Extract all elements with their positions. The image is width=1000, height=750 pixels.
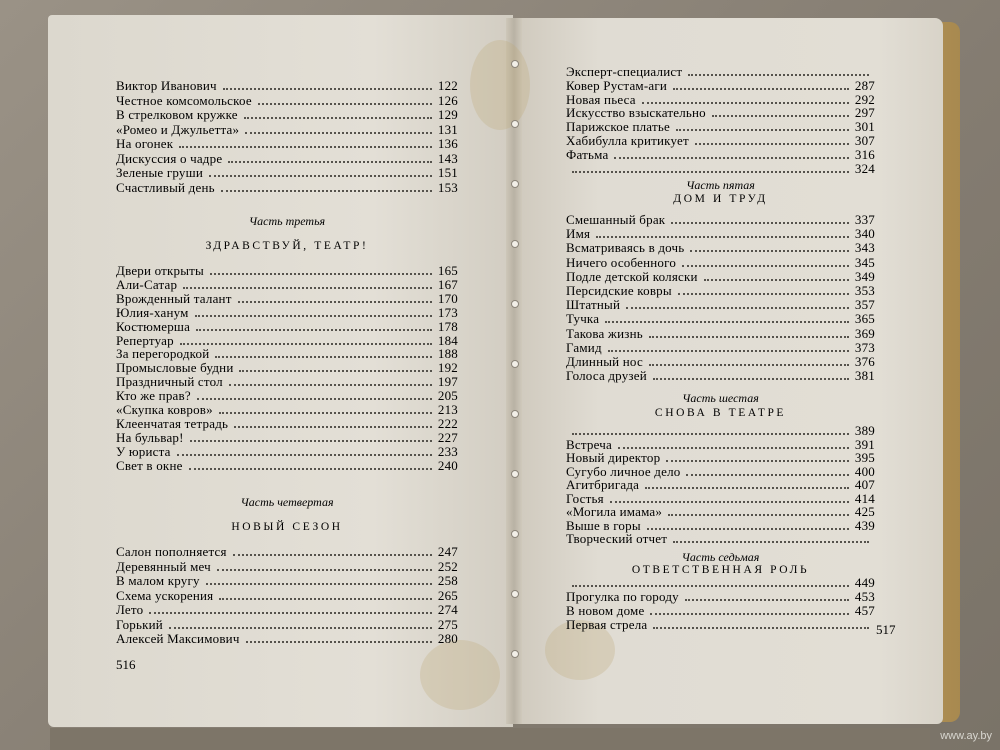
watermark: www.ay.by <box>940 730 992 742</box>
dot-leader <box>215 355 432 358</box>
toc-entry <box>116 431 458 445</box>
page-number-left: 516 <box>116 657 136 672</box>
toc-entry-page: 280 <box>437 631 458 646</box>
toc-entry-page: 407 <box>854 477 875 492</box>
toc-entry-page: 297 <box>854 105 875 121</box>
toc-entry-title: Кто же прав? <box>116 388 191 404</box>
dot-leader <box>246 640 432 643</box>
toc-entry-title: Юлия-ханум <box>116 304 189 320</box>
page-number-right: 517 <box>876 622 896 637</box>
dot-leader <box>614 156 848 159</box>
toc-entry <box>566 312 875 326</box>
dot-leader <box>169 626 432 629</box>
toc-entry <box>566 327 875 341</box>
toc-entry <box>116 181 458 195</box>
part-label: Часть седьмая <box>681 550 760 564</box>
toc-entry-title: Тучка <box>566 311 600 327</box>
toc-entry <box>116 632 458 646</box>
toc-entry-title: Фатьма <box>566 146 609 162</box>
toc-entry-page: 170 <box>437 290 458 306</box>
binding-stitch <box>511 530 519 538</box>
toc-entry-title: Дискуссия о чадре <box>116 150 223 166</box>
toc-entry <box>566 532 875 546</box>
toc-entry <box>116 320 458 334</box>
toc-entry-page: 357 <box>854 297 875 313</box>
dot-leader <box>233 553 432 556</box>
toc-entry-title: Алексей Максимович <box>116 631 240 646</box>
toc-entry-title: Агитбригада <box>566 477 640 492</box>
toc-entry-page: 457 <box>854 603 875 618</box>
toc-entry <box>116 574 458 588</box>
toc-entry-title: Выше в горы <box>566 517 641 533</box>
part-label: Часть третья <box>248 214 326 228</box>
toc-entry-title: Всматриваясь в дочь <box>566 240 685 256</box>
toc-entry <box>566 505 875 519</box>
toc-entry-page: 205 <box>437 388 458 404</box>
dot-leader <box>690 249 848 252</box>
dot-leader <box>189 467 432 470</box>
dot-leader <box>685 598 849 601</box>
section-title: ДОМ И ТРУД <box>673 193 768 205</box>
toc-entry-title: Прогулка по городу <box>566 589 679 604</box>
toc-entry-title: Подле детской коляски <box>566 268 698 284</box>
dot-leader <box>649 335 849 338</box>
toc-entry-page: 131 <box>437 121 458 137</box>
toc-entry-page: 173 <box>437 304 458 320</box>
dot-leader <box>190 439 432 442</box>
dot-leader <box>217 568 432 571</box>
dot-leader <box>596 235 849 238</box>
toc-entry <box>116 560 458 574</box>
dot-leader <box>666 459 849 462</box>
toc-entry <box>566 241 875 255</box>
dot-leader <box>239 369 431 372</box>
toc-entry-page: 240 <box>437 457 458 473</box>
toc-entry-page: 343 <box>854 240 875 256</box>
toc-entry-title: Врожденный талант <box>116 290 232 306</box>
toc-entry <box>566 148 875 162</box>
toc-entry <box>566 256 875 270</box>
toc-entry-page: 192 <box>437 360 458 376</box>
section-title: СНОВА В ТЕАТРЕ <box>654 407 787 419</box>
toc-entry-page: 247 <box>437 544 458 559</box>
toc-entry-title: Длинный нос <box>566 354 643 369</box>
toc-entry-title: Голоса друзей <box>566 368 647 384</box>
dot-leader <box>653 626 869 629</box>
toc-entry <box>116 361 458 375</box>
toc-entry <box>116 137 458 151</box>
dot-leader <box>245 131 432 134</box>
dot-leader <box>626 306 849 309</box>
toc-entry-title: У юриста <box>116 443 171 459</box>
toc-entry-title: Гамид <box>566 339 602 355</box>
dot-leader <box>642 101 849 104</box>
dot-leader <box>676 128 849 131</box>
dot-leader <box>179 145 432 148</box>
part-label: Часть четвертая <box>240 495 334 509</box>
toc-entry-title: Виктор Иванович <box>116 78 217 93</box>
toc-entry-title: В новом доме <box>566 603 645 618</box>
dot-leader <box>572 170 849 173</box>
dot-leader <box>244 116 432 119</box>
toc-entry <box>566 451 875 465</box>
binding-stitch <box>511 410 519 418</box>
toc-entry <box>566 590 875 604</box>
toc-entry-page: 188 <box>437 346 458 362</box>
toc-entry <box>116 264 458 278</box>
toc-entry <box>566 270 875 284</box>
toc-entry-page: 373 <box>854 339 875 355</box>
dot-leader <box>688 73 869 76</box>
toc-entry <box>566 355 875 369</box>
toc-entry-title: Репертуар <box>116 332 174 348</box>
toc-entry-page: 369 <box>854 325 875 341</box>
toc-entry-page: 122 <box>437 78 458 93</box>
dot-leader <box>197 397 432 400</box>
toc-entry <box>566 227 875 241</box>
toc-entry-page: 400 <box>854 463 875 479</box>
dot-leader <box>219 411 432 414</box>
toc-entry-page: 275 <box>437 616 458 632</box>
dot-leader <box>712 114 849 117</box>
dot-leader <box>704 278 849 281</box>
toc-entry-page: 213 <box>437 402 458 417</box>
dot-leader <box>686 473 848 476</box>
part-label: Часть пятая <box>686 178 755 192</box>
toc-entry-title: Имя <box>566 226 591 242</box>
toc-entry-page: 258 <box>437 573 458 588</box>
binding-stitch <box>511 470 519 478</box>
toc-entry <box>116 375 458 389</box>
dot-leader <box>649 363 849 366</box>
binding-stitch <box>511 300 519 308</box>
dot-leader <box>221 189 432 192</box>
toc-entry-page: 395 <box>854 450 875 465</box>
dot-leader <box>258 102 432 105</box>
toc-entry-title: Костюмерша <box>116 318 191 334</box>
dot-leader <box>229 383 432 386</box>
binding-stitch <box>511 650 519 658</box>
toc-entry-page: 126 <box>437 92 458 108</box>
toc-entry <box>566 618 875 632</box>
toc-entry-title: Сугубо личное дело <box>566 463 681 479</box>
toc-entry-page: 143 <box>437 150 458 166</box>
dot-leader <box>219 597 432 600</box>
toc-entry-page: 165 <box>437 263 458 278</box>
toc-entry-title: Творческий отчет <box>566 531 668 546</box>
toc-entry-title: Парижское платье <box>566 119 670 135</box>
toc-entry-page: 178 <box>437 318 458 334</box>
toc-entry <box>116 108 458 122</box>
toc-entry-title: Салон пополняется <box>116 544 227 559</box>
toc-entry-page: 381 <box>854 368 875 384</box>
dot-leader <box>678 292 849 295</box>
toc-entry-page: 349 <box>854 268 875 284</box>
dot-leader <box>695 142 849 145</box>
toc-entry-title: «Скупка ковров» <box>116 402 213 417</box>
toc-entry <box>566 576 875 590</box>
toc-entry-title: Первая стрела <box>566 617 648 632</box>
toc-entry-page: 292 <box>854 91 875 107</box>
binding-stitch <box>511 60 519 68</box>
toc-entry-title: Деревянный меч <box>116 558 211 574</box>
toc-entry-page: 222 <box>437 415 458 431</box>
toc-entry <box>116 334 458 348</box>
toc-entry-page: 453 <box>854 589 875 604</box>
toc-entry-page: 184 <box>437 332 458 348</box>
toc-entry-page: 345 <box>854 254 875 270</box>
toc-entry-page: 301 <box>854 119 875 135</box>
toc-entry-page: 425 <box>854 504 875 519</box>
toc-entry <box>116 603 458 617</box>
toc-entry-page: 153 <box>437 179 458 195</box>
toc-entry <box>116 306 458 320</box>
dot-leader <box>645 486 849 489</box>
dot-leader <box>673 540 869 543</box>
toc-entry-title: Свет в окне <box>116 457 183 473</box>
toc-entry <box>116 459 458 473</box>
toc-entry <box>116 417 458 431</box>
toc-entry-page: 449 <box>854 575 875 590</box>
toc-entry-page: 389 <box>854 423 875 438</box>
dot-leader <box>149 611 432 614</box>
toc-entry <box>116 389 458 403</box>
toc-entry-title: Али-Сатар <box>116 276 178 292</box>
toc-entry-page: 129 <box>437 107 458 122</box>
toc-entry <box>116 123 458 137</box>
dot-leader <box>647 527 849 530</box>
toc-entry-title: Лето <box>116 602 144 617</box>
toc-entry <box>116 94 458 108</box>
dot-leader <box>177 453 432 456</box>
toc-entry-title: Новая пьеса <box>566 91 636 107</box>
toc-entry <box>566 213 875 227</box>
dot-leader <box>234 425 432 428</box>
dot-leader <box>605 320 849 323</box>
dot-leader <box>196 328 432 331</box>
toc-entry-page: 252 <box>437 558 458 574</box>
toc-entry <box>566 298 875 312</box>
dot-leader <box>673 87 849 90</box>
toc-entry-title: Гостья <box>566 490 604 506</box>
toc-entry-page: 414 <box>854 490 875 506</box>
binding-stitch <box>511 120 519 128</box>
toc-entry-title: «Могила имама» <box>566 504 663 519</box>
dot-leader <box>572 584 849 587</box>
dot-leader <box>650 612 848 615</box>
toc-entry <box>566 134 875 148</box>
toc-entry-title: На бульвар! <box>116 429 184 445</box>
dot-leader <box>223 87 432 90</box>
table-edge <box>50 728 930 750</box>
toc-entry-page: 353 <box>854 283 875 298</box>
toc-entry <box>116 166 458 180</box>
toc-entry-title: Честное комсомольское <box>116 92 252 108</box>
toc-entry-page: 307 <box>854 133 875 148</box>
dot-leader <box>668 513 849 516</box>
toc-entry-page: 233 <box>437 443 458 459</box>
toc-entry-title: Такова жизнь <box>566 325 643 341</box>
toc-entry <box>566 478 875 492</box>
paper-stain <box>470 40 530 130</box>
toc-entry-title: Горький <box>116 616 163 632</box>
section-title: НОВЫЙ СЕЗОН <box>231 521 343 533</box>
toc-entry-title: В стрелковом кружке <box>116 107 238 122</box>
toc-entry-title: Промысловые будни <box>116 360 234 376</box>
dot-leader <box>653 377 849 380</box>
dot-leader <box>180 342 432 345</box>
section-title: ОТВЕТСТВЕННАЯ РОЛЬ <box>631 564 810 576</box>
toc-entry-page: 324 <box>854 160 875 176</box>
toc-entry <box>566 79 875 93</box>
section-title: ЗДРАВСТВУЙ, ТЕАТР! <box>205 240 369 252</box>
toc-entry <box>116 445 458 459</box>
toc-entry-title: В малом кругу <box>116 573 200 588</box>
dot-leader <box>210 272 432 275</box>
toc-entry-page: 391 <box>854 436 875 452</box>
toc-entry-title: Штатный <box>566 297 621 313</box>
binding-stitch <box>511 360 519 368</box>
toc-entry-page: 136 <box>437 136 458 151</box>
toc-entry-title: Встреча <box>566 436 612 452</box>
binding-stitch <box>511 180 519 188</box>
toc-entry-page: 340 <box>854 226 875 242</box>
toc-entry-title: Праздничный стол <box>116 374 223 390</box>
dot-leader <box>671 221 849 224</box>
binding-stitch <box>511 590 519 598</box>
toc-entry-page: 287 <box>854 77 875 93</box>
dot-leader <box>195 314 432 317</box>
toc-entry <box>116 152 458 166</box>
toc-entry-title: Персидские ковры <box>566 283 672 298</box>
toc-entry-title: Ничего особенного <box>566 254 677 270</box>
toc-entry-page: 265 <box>437 587 458 603</box>
toc-entry-title: Клеенчатая тетрадь <box>116 415 229 431</box>
toc-entry <box>566 65 875 79</box>
dot-leader <box>618 446 849 449</box>
toc-entry-page: 274 <box>437 602 458 617</box>
dot-leader <box>183 286 432 289</box>
toc-entry-title: Ковер Рустам-аги <box>566 77 668 93</box>
toc-entry-page: 167 <box>437 276 458 292</box>
paper-stain <box>420 640 500 710</box>
toc-entry <box>116 278 458 292</box>
toc-entry <box>116 292 458 306</box>
toc-entry-page: 337 <box>854 212 875 227</box>
toc-entry <box>566 341 875 355</box>
toc-entry-page: 316 <box>854 146 875 162</box>
toc-entry-page: 439 <box>854 517 875 533</box>
toc-entry <box>116 545 458 559</box>
toc-entry-title: На огонек <box>116 136 174 151</box>
toc-entry-title: Хабибулла критикует <box>566 133 689 148</box>
toc-entry <box>116 618 458 632</box>
dot-leader <box>238 300 432 303</box>
toc-entry-title: Счастливый день <box>116 179 215 195</box>
binding-stitch <box>511 240 519 248</box>
dot-leader <box>608 349 849 352</box>
dot-leader <box>610 500 849 503</box>
toc-entry <box>116 347 458 361</box>
toc-entry-page: 197 <box>437 374 458 390</box>
toc-entry-page: 151 <box>437 165 458 180</box>
toc-entry <box>116 589 458 603</box>
toc-entry <box>566 162 875 176</box>
toc-entry <box>566 424 875 438</box>
toc-entry-title: Эксперт-специалист <box>566 64 683 79</box>
toc-entry-title: Смешанный брак <box>566 212 666 227</box>
toc-entry <box>566 284 875 298</box>
toc-entry <box>566 369 875 383</box>
toc-entry-title: Зеленые груши <box>116 165 203 180</box>
toc-entry-title: Новый директор <box>566 450 661 465</box>
dot-leader <box>572 432 849 435</box>
dot-leader <box>228 160 432 163</box>
dot-leader <box>682 264 849 267</box>
toc-entry <box>116 79 458 93</box>
dot-leader <box>206 582 432 585</box>
toc-entry <box>566 604 875 618</box>
toc-entry <box>116 403 458 417</box>
toc-entry-title: Двери открыты <box>116 263 204 278</box>
part-label: Часть шестая <box>682 391 759 405</box>
dot-leader <box>209 174 432 177</box>
toc-entry-title: Искусство взыскательно <box>566 105 706 121</box>
toc-entry-title: За перегородкой <box>116 346 210 362</box>
toc-entry-title: «Ромео и Джульетта» <box>116 121 240 137</box>
toc-entry-title: Схема ускорения <box>116 587 214 603</box>
toc-entry-page: 376 <box>854 354 875 369</box>
toc-entry-page: 227 <box>437 429 458 445</box>
toc-entry-page: 365 <box>854 311 875 327</box>
